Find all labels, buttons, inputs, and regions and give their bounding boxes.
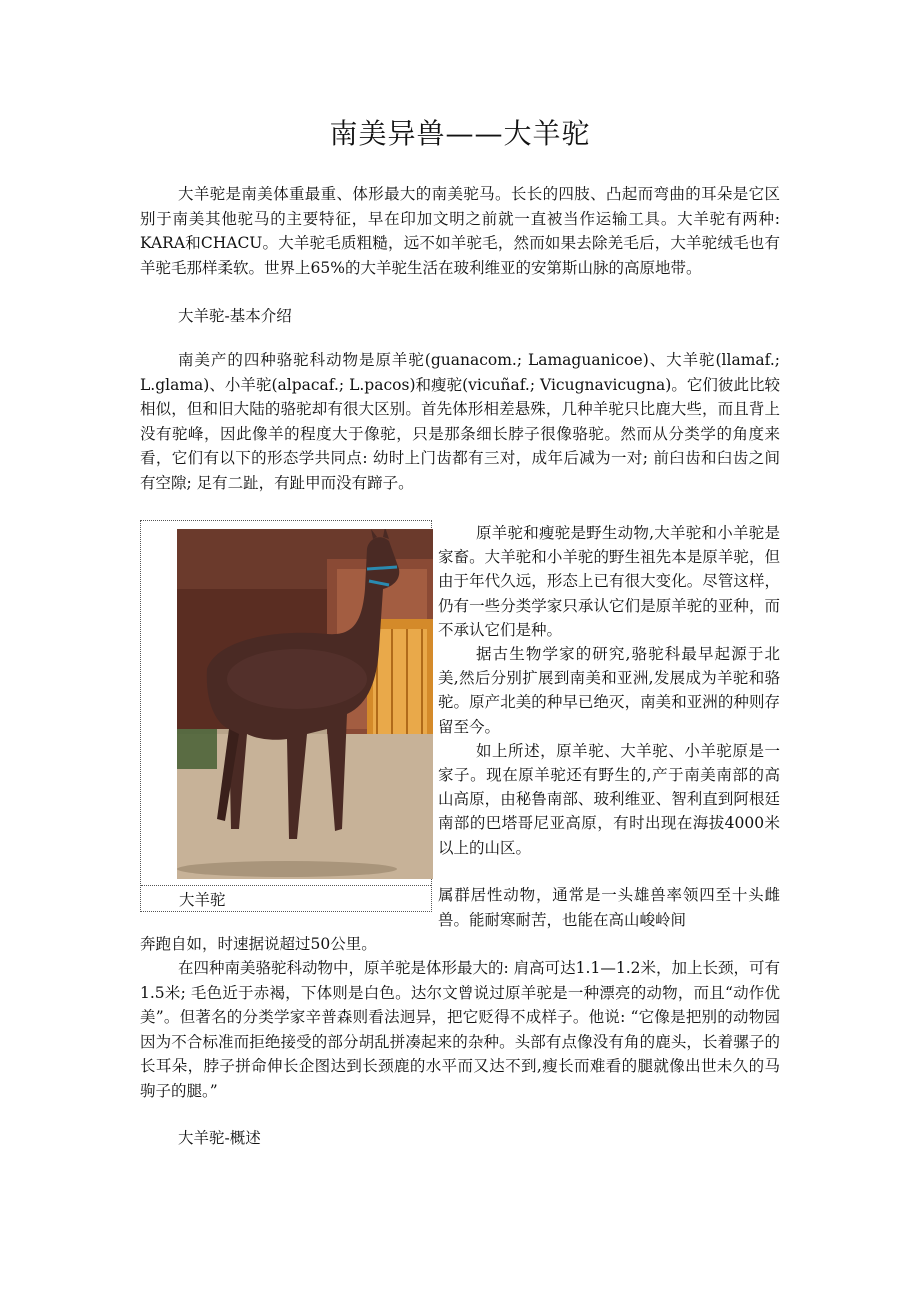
llama-figure — [140, 520, 432, 912]
side-paragraph-2: 据古生物学家的研究,骆驼科最早起源于北美,然后分别扩展到南美和亚洲,发展成为羊驼和骆驼。原产北美的种早已绝灭，南美和亚洲的种则存留至今。 — [438, 645, 780, 736]
section-heading-basic: 大羊驼-基本介绍 — [178, 307, 292, 325]
intro-paragraph: 大羊驼是南美体重最重、体形最大的南美驼马。长长的四肢、凸起而弯曲的耳朵是它区别于南美其他驼马的主要特征，早在印加文明之前就一直被当作运输工具。大羊驼有两种: KARA和CHACU。大羊驼毛质粗糙，远不如羊驼毛，然而如果去除羌毛后，大羊驼绒毛也有羊驼毛那样柔软。世界上65%的大羊驼生活在玻利维亚的安第斯山脉的高原地带。 — [140, 185, 780, 277]
guanaco-section — [140, 956, 780, 1103]
side-paragraph-1: 原羊驼和瘦驼是野生动物,大羊驼和小羊驼是家畜。大羊驼和小羊驼的野生祖先本是原羊驼，但由于年代久远，形态上已有很大变化。尽管这样，仍有一些分类学家只承认它们是原羊驼的亚种，而不承认它们是种。 — [438, 524, 780, 639]
intro-section — [140, 182, 780, 280]
side-paragraph-3-cont: 属群居性动物，通常是一头雄兽率领四至十头雌兽。能耐寒耐苦，也能在高山峻岭间 — [438, 886, 780, 929]
species-paragraph: 南美产的四种骆驼科动物是原羊驼(guanacom.; Lamaguanicoe)、大羊驼(llamaf.; L.glama)、小羊驼(alpacaf.; L.pacos)和瘦驼(vicuñaf.; Vicugnavicugna)。它们彼此比较相似，但和旧大陆的骆驼却有很大区别。首先体形相差悬殊，几种羊驼只比鹿大些，而且背上没有驼峰，因此像羊的程度大于像驼，只是那条细长脖子很像骆驼。然而从分类学的角度来看，它们有以下的形态学共同点: 幼时上门齿都有三对，成年后减为一对; 前臼齿和臼齿之间有空隙; 足有二趾，有趾甲而没有蹄子。 — [140, 351, 780, 492]
page-title: 南美异兽——大羊驼 — [329, 117, 591, 150]
section-heading-overview: 大羊驼-概述 — [178, 1129, 261, 1147]
species-section — [140, 348, 780, 495]
side-paragraph-3: 如上所述，原羊驼、大羊驼、小羊驼原是一家子。现在原羊驼还有野生的,产于南美南部的高山高原，由秘鲁南部、玻利维亚、智利直到阿根廷南部的巴塔哥尼亚高原，有时出现在海拔4000米以上的山区。 — [438, 741, 780, 857]
llama-photo — [177, 529, 433, 879]
caption-row — [141, 885, 431, 913]
guanaco-paragraph: 在四种南美骆驼科动物中，原羊驼是体形最大的: 肩高可达1.1—1.2米，加上长颈，可有1.5米; 毛色近于赤褐，下体则是白色。达尔文曾说过原羊驼是一种漂亮的动物，而且“动作优美”。但著名的分类学家辛普森则看法迥异，把它贬得不成样子。他说: “它像是把别的动物园因为不合标准而拒绝接受的部分胡乱拼凑起来的杂种。头部有点像没有角的鹿头，长着骡子的长耳朵，脖子拼命伸长企图达到长颈鹿的水平而又达不到,瘦长而难看的腿就像出世未久的马驹子的腿。” — [140, 959, 780, 1100]
figure-caption: 大羊驼 — [179, 891, 226, 909]
full-width-continuation — [140, 932, 780, 957]
side-paragraph-3-end: 奔跑自如，时速据说超过50公里。 — [140, 935, 377, 953]
side-continuation — [438, 883, 780, 932]
side-text — [438, 521, 780, 860]
